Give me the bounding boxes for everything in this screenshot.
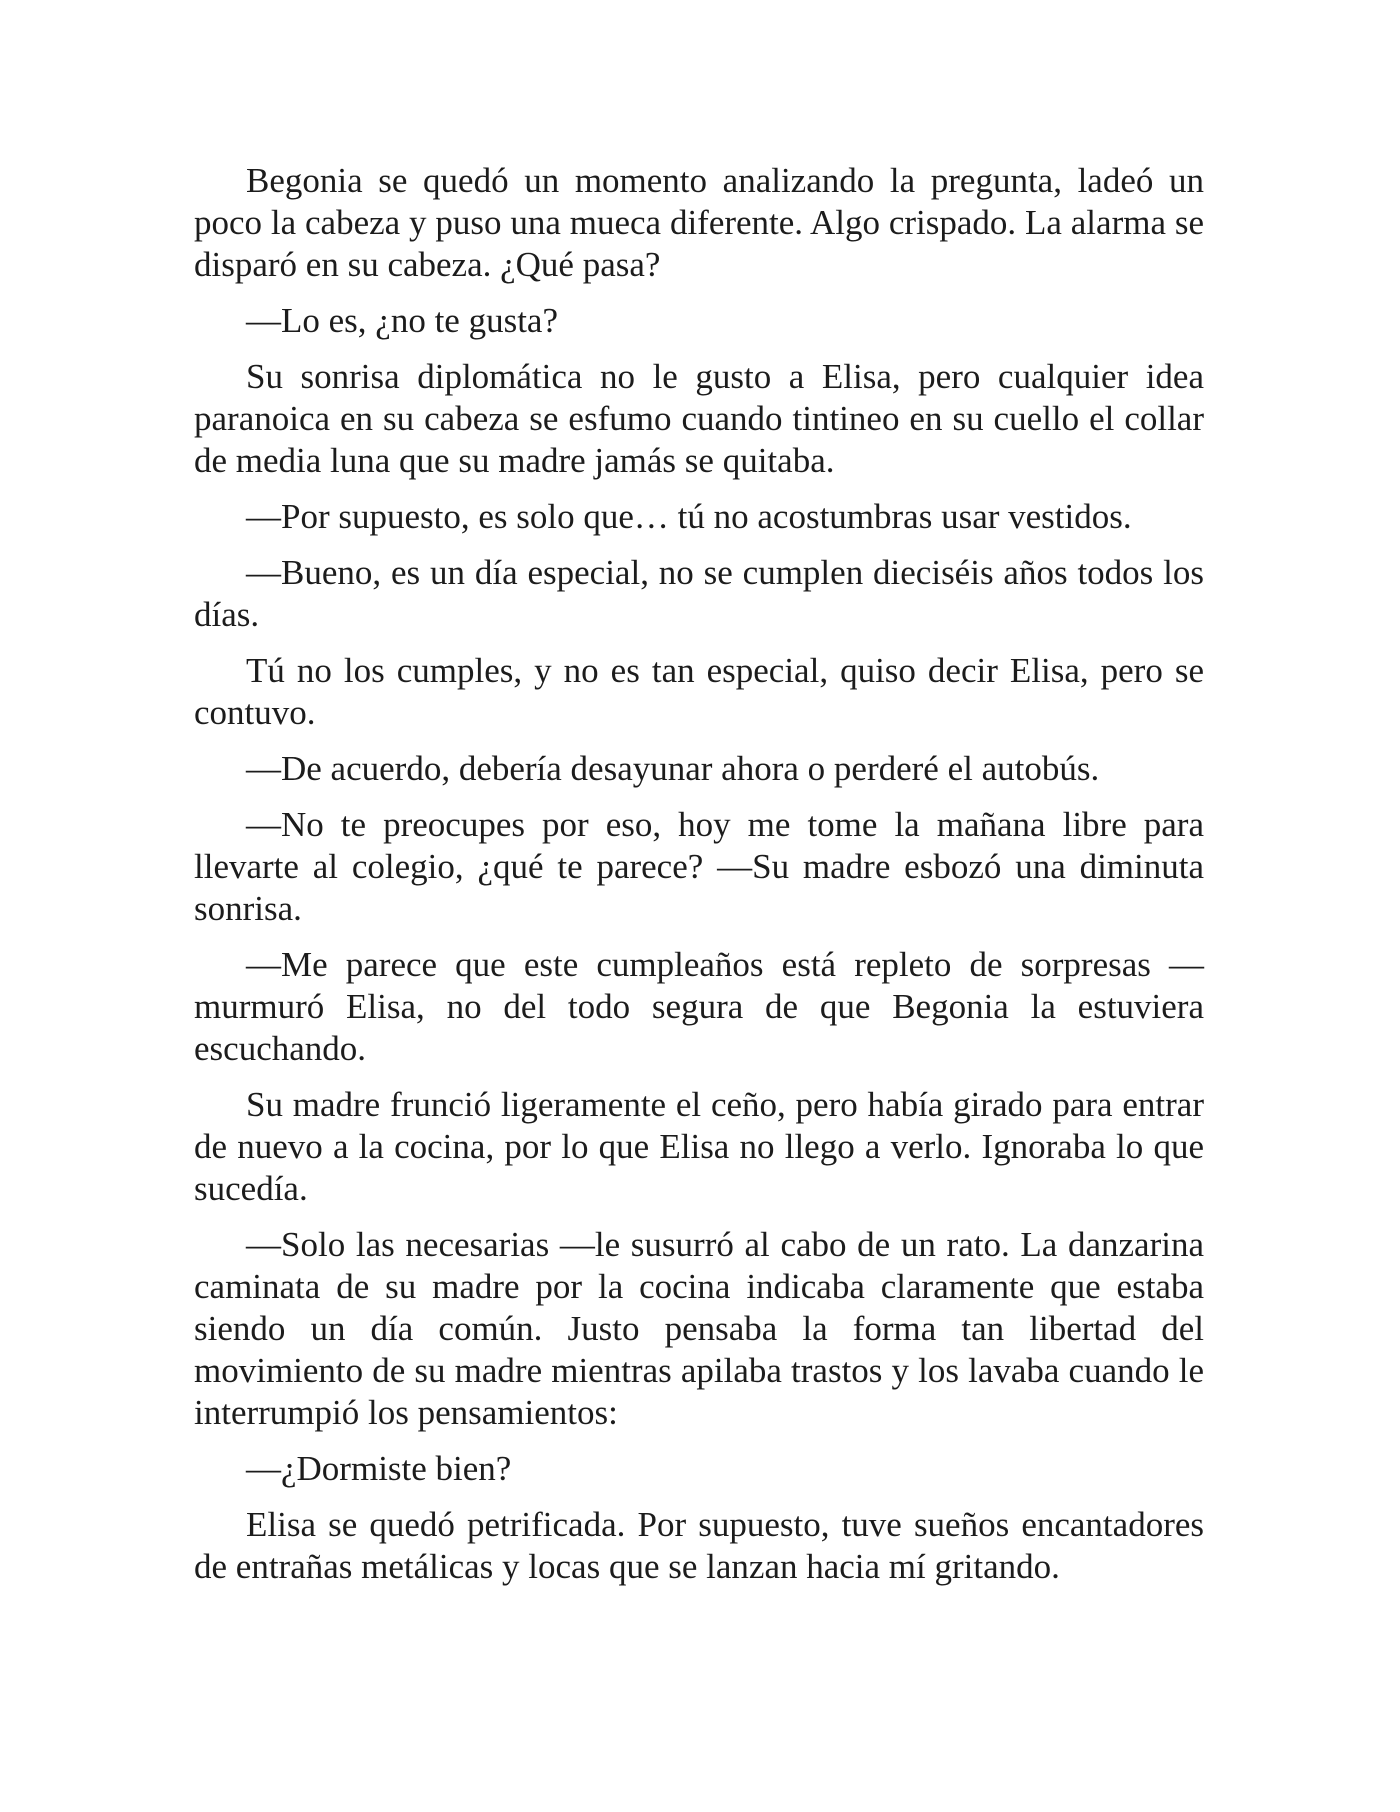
- paragraph: —De acuerdo, debería desayunar ahora o perderé el autobús.: [246, 749, 1100, 788]
- paragraph: —Bueno, es un día especial, no se cumplen dieciséis años todos los días.: [194, 553, 1204, 634]
- paragraph: Tú no los cumples, y no es tan especial, quiso decir Elisa, pero se contuvo.: [194, 651, 1204, 732]
- paragraph: —Por supuesto, es solo que… tú no acostumbras usar vestidos.: [246, 497, 1132, 536]
- paragraph: —¿Dormiste bien?: [246, 1449, 512, 1488]
- paragraph: —Lo es, ¿no te gusta?: [246, 301, 558, 340]
- paragraph: Elisa se quedó petrificada. Por supuesto, tuve sueños encantadores de entrañas metálicas y locas que se lanzan hacia mí gritando.: [194, 1505, 1204, 1586]
- document-page: [194, 160, 1204, 1602]
- paragraph: Begonia se quedó un momento analizando la pregunta, ladeó un poco la cabeza y puso una mueca diferente. Algo crispado. La alarma se disparó en su cabeza. ¿Qué pasa?: [194, 161, 1204, 284]
- paragraph: —Solo las necesarias —le susurró al cabo de un rato. La danzarina caminata de su madre por la cocina indicaba claramente que estaba siendo un día común. Justo pensaba la forma tan libertad del movimiento de su madre mientras apilaba trastos y los lavaba cuando le interrumpió los pensamientos:: [194, 1225, 1204, 1432]
- paragraph: Su madre frunció ligeramente el ceño, pero había girado para entrar de nuevo a la cocina, por lo que Elisa no llego a verlo. Ignoraba lo que sucedía.: [194, 1085, 1204, 1208]
- paragraph: —Me parece que este cumpleaños está repleto de sorpresas —murmuró Elisa, no del todo segura de que Begonia la estuviera escuchando.: [194, 945, 1204, 1068]
- paragraph: —No te preocupes por eso, hoy me tome la mañana libre para llevarte al colegio, ¿qué te parece? —Su madre esbozó una diminuta sonrisa.: [194, 805, 1204, 928]
- paragraph: Su sonrisa diplomática no le gusto a Elisa, pero cualquier idea paranoica en su cabeza se esfumo cuando tintineo en su cuello el collar de media luna que su madre jamás se quitaba.: [194, 357, 1204, 480]
